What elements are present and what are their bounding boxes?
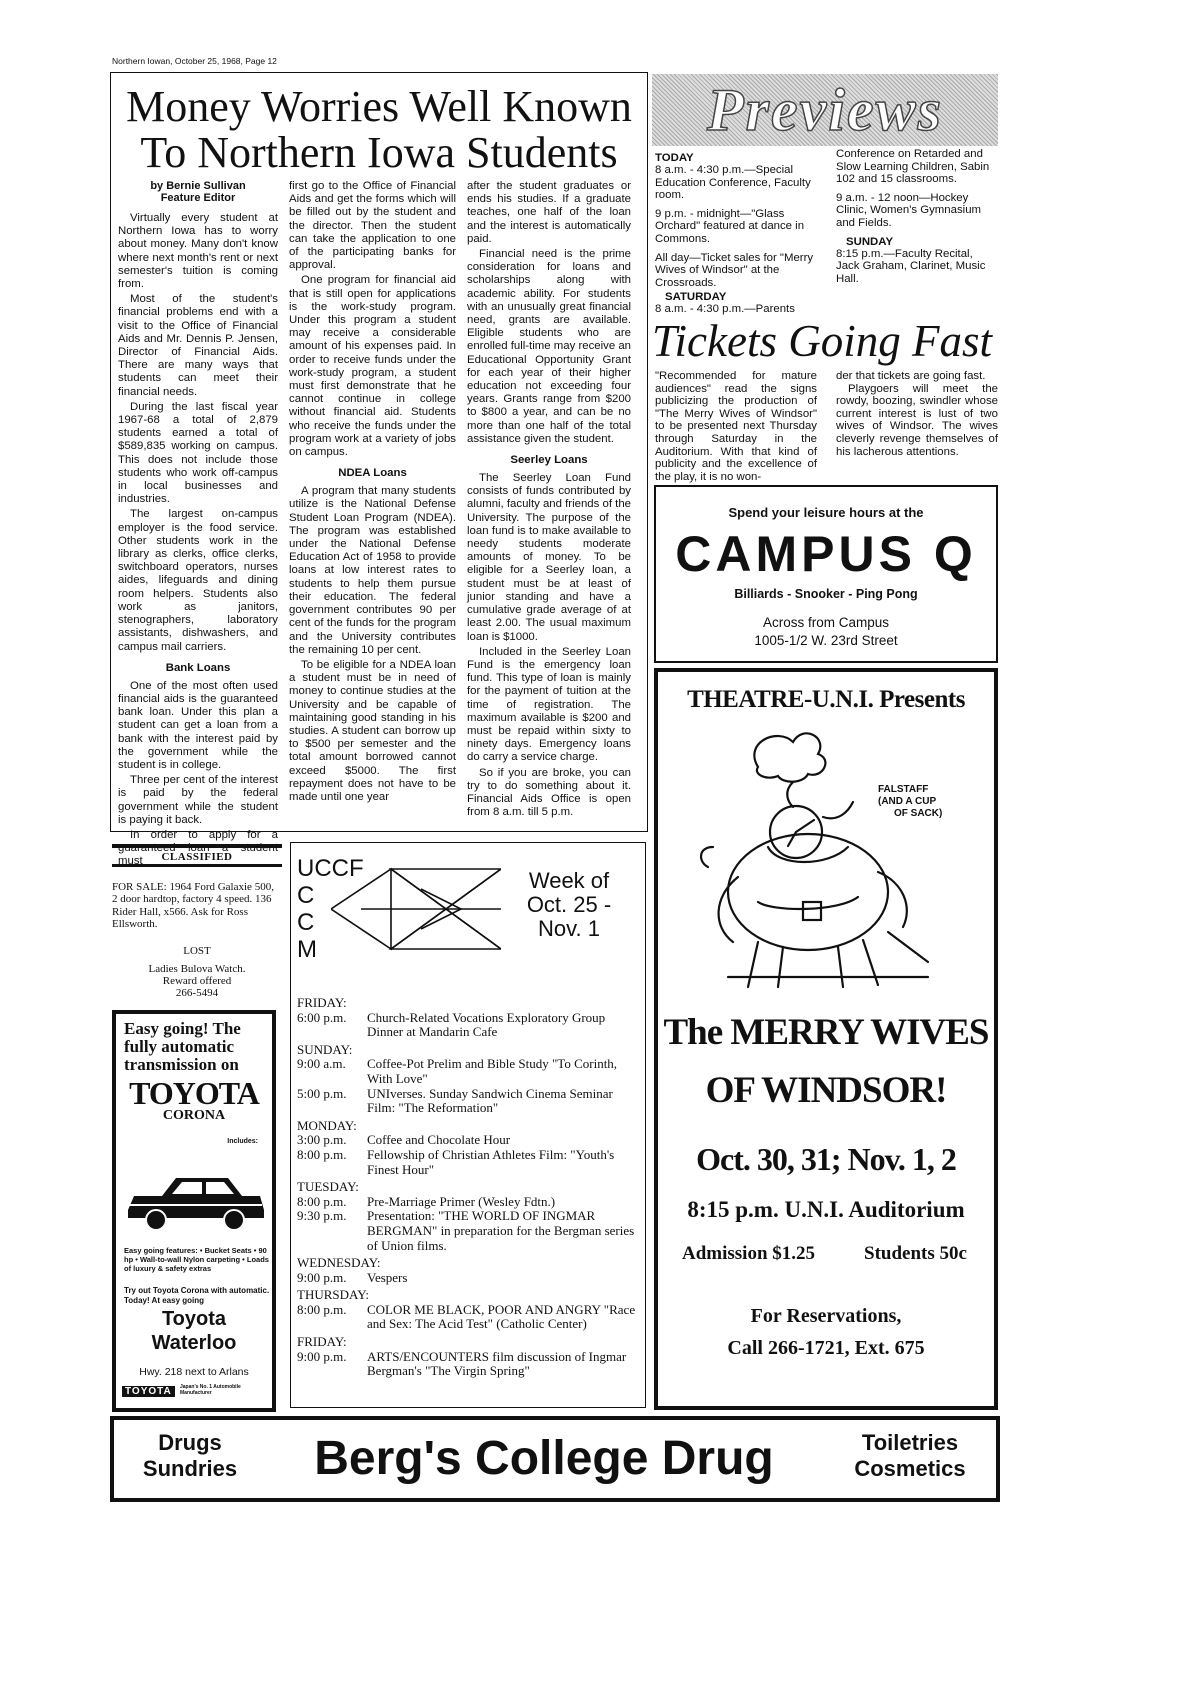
previews-day-head: SATURDAY: [665, 291, 727, 304]
calendar-time: 6:00 p.m.: [297, 1009, 347, 1025]
calendar-item: [297, 1133, 637, 1148]
previews-entry: 8:15 p.m.—Faculty Recital, Jack Graham, Clarinet, Music Hall.: [836, 247, 986, 285]
toyota-model: CORONA: [162, 1108, 226, 1123]
tickets-headline: Tickets Going Fast: [652, 316, 992, 366]
subhead-bank-loans: Bank Loans: [165, 661, 231, 674]
uccf-logo-line-3: C: [297, 909, 315, 936]
toyota-features: Easy going features: • Bucket Seats • 90 hp • Wall-to-wall Nylon carpeting • Loads of luxury & safety extras: [124, 1246, 269, 1273]
bergs-left-1: Drugs: [158, 1430, 222, 1455]
calendar-item: [297, 1271, 637, 1286]
calendar-time: 8:00 p.m.: [297, 1193, 347, 1209]
toyota-try: Try out Toyota Corona with automatic. Today! At easy going: [124, 1286, 270, 1305]
sketch-caption-2: (AND A CUP: [878, 796, 937, 807]
uccf-ad: [290, 842, 646, 1408]
calendar-desc: Church-Related Vocations Exploratory Group Dinner at Mandarin Cafe: [367, 1009, 606, 1040]
calendar-time: 8:00 p.m.: [297, 1146, 347, 1162]
article-column-1: [118, 180, 278, 871]
classified-section: [112, 844, 282, 1000]
lost-line-2: Reward offered: [162, 975, 232, 988]
calendar-desc: Vespers: [367, 1269, 408, 1285]
reservations-line-2: Call 266-1721, Ext. 675: [727, 1337, 925, 1359]
toyota-logo: TOYOTA: [122, 1386, 175, 1397]
paragraph: So if you are broke, you can try to do something about it. Financial Aids Office is open from 8 a.m. till 5 p.m.: [467, 766, 631, 819]
calendar-desc: Pre-Marriage Primer (Wesley Fdtn.): [367, 1193, 556, 1209]
calendar-item: [297, 1057, 637, 1086]
paragraph: Included in the Seerley Loan Fund is the emergency loan fund. This type of loan is mainly for the payment of tuition at the time of registration. The maximum available is $200 and must be repaid within sixty to ninety days. Emergency loans do carry a service charge.: [467, 645, 631, 764]
uccf-week-3: Nov. 1: [538, 916, 600, 941]
calendar-desc: UNIverses. Sunday Sandwich Cinema Seminar Film: "The Reformation": [367, 1085, 613, 1116]
previews-day-head: SUNDAY: [846, 235, 894, 248]
calendar-desc: Coffee-Pot Prelim and Bible Study "To Corinth, With Love": [367, 1056, 618, 1086]
calendar-time: 9:00 p.m.: [297, 1348, 347, 1364]
bergs-name: Berg's College Drug: [314, 1432, 774, 1485]
calendar-time: 3:00 p.m.: [297, 1132, 347, 1148]
bergs-left-text: [130, 1430, 250, 1482]
toyota-includes: Includes:: [227, 1138, 258, 1145]
paragraph: Three per cent of the interest is paid by the federal government while the student is paying it back.: [118, 774, 278, 826]
calendar-item: [297, 1350, 637, 1379]
page-folio: Northern Iowan, October 25, 1968, Page 12: [112, 56, 277, 66]
classified-for-sale: FOR SALE: 1964 Ford Galaxie 500, 2 door hardtop, factory 4 speed. 136 Rider Hall, x566. Ask for Ross Ellsworth.: [112, 881, 274, 931]
toyota-dealer-1: Toyota: [161, 1308, 227, 1330]
tickets-paragraph: "Recommended for mature audiences" read the signs publicizing the production of "The Merry Wives of Windsor" to be presented next Thursday through Saturday in the Auditorium. With that kind of publicity and the excellence of the play, it is no won-: [655, 370, 817, 483]
paragraph: The Seerley Loan Fund consists of funds contributed by alumni, faculty and friends of the University. The purpose of the loan fund is to make available to needy students moderate amounts of money. To be eligible for a Seerley loan, a student must be at least of junior standing and have a cumulative grade average of at least 2.00. The usual maximum loan is $1000.: [467, 472, 631, 643]
bergs-right-text: [830, 1430, 990, 1482]
paragraph: During the last fiscal year 1967-68 a total of 2,879 students earned a total of $589,835 working on campus. This does not include those students who work off-campus in local businesses and industries.: [118, 400, 278, 506]
campus-q-name: CAMPUS Q: [675, 526, 977, 582]
calendar-desc: Fellowship of Christian Athletes Film: "Youth's Finest Hour": [367, 1146, 615, 1177]
bergs-ad: [110, 1416, 1000, 1502]
calendar-time: 9:00 a.m.: [297, 1056, 346, 1072]
calendar-item: [297, 1011, 637, 1040]
classified-header: CLASSIFIED: [161, 851, 233, 863]
calendar-item: [297, 1209, 637, 1253]
previews-entry: All day—Ticket sales for "Merry Wives of Windsor" at the Crossroads.: [655, 251, 814, 289]
theatre-presents: THEATRE-U.N.I. Presents: [687, 686, 965, 713]
toyota-lead: [124, 1020, 241, 1074]
headline-line-1: Money Worries Well Known: [126, 82, 632, 131]
byline: by Bernie Sullivan: [150, 180, 246, 192]
uccf-week-1: Week of: [528, 868, 610, 893]
calendar-day: FRIDAY:: [297, 995, 347, 1010]
uccf-logo-line-1: UCCF: [297, 855, 364, 882]
paragraph: Most of the student's financial problems end with a visit to the Office of Financial Aids and Mr. Dennis P. Jensen, Director of Financial Aids. There are many ways that students can meet their financial needs.: [118, 293, 278, 398]
paragraph: after the student graduates or ends his studies. If a graduate teaches, one half of the loan and the interest is automatically paid.: [467, 180, 631, 245]
previews-column-2: [836, 148, 998, 291]
bergs-right-1: Toiletries: [861, 1430, 959, 1455]
reservations-line-1: For Reservations,: [750, 1305, 902, 1327]
subhead-seerley-loans: Seerley Loans: [510, 454, 588, 467]
play-admission: Admission $1.25: [682, 1243, 816, 1264]
toyota-lead-1: Easy going! The: [124, 1019, 241, 1038]
article-column-2: [289, 180, 456, 806]
paragraph: One of the most often used financial aids is the guaranteed bank loan. Under this plan a student can get a loan from a bank with the interest paid by the government while the student is in college.: [118, 679, 278, 771]
byline-title: Feature Editor: [160, 192, 236, 204]
paragraph: first go to the Office of Financial Aids and get the forms which will be filled out by the student and the director. Then the student can take the application to one of the participating banks for approval.: [289, 180, 456, 272]
previews-banner: [652, 74, 998, 146]
falstaff-sketch-icon: [688, 722, 968, 992]
classified-lost-text: [112, 963, 282, 1000]
toyota-tagline: Japan's No. 1 Automobile Manufacturer: [180, 1384, 241, 1396]
tickets-paragraph: der that tickets are going fast.: [836, 370, 986, 382]
uccf-calendar: [297, 993, 637, 1379]
theatre-ad: [654, 668, 998, 1410]
campus-q-games: Billiards - Snooker - Ping Pong: [734, 587, 918, 601]
paragraph: To be eligible for a NDEA loan a student must be in need of money to continue studies at the University and be capable of maintaining good standing in his studies. A student can borrow up to $500 per semester and the total amount borrowed cannot exceed $5000. The first repayment does not have to be made until one year: [289, 658, 456, 803]
uccf-logo-line-4: M: [297, 936, 317, 963]
tickets-column-1: [655, 370, 817, 489]
toyota-ad: [112, 1010, 276, 1412]
previews-day-head: TODAY: [655, 152, 694, 164]
toyota-brand: TOYOTA: [129, 1075, 259, 1111]
paragraph: One program for financial aid that is still open for applications is the work-study program. Under this program a student may receive a considerable amount of his expenses paid. In order to receive funds under the work-study program, a student must first demonstrate that he cannot continue in college without financial aid. Students who receive the funds under the program work at a variety of jobs on campus.: [289, 274, 456, 459]
calendar-day: MONDAY:: [297, 1117, 357, 1133]
toyota-car-icon: [120, 1164, 270, 1236]
tickets-paragraph: Playgoers will meet the rowdy, boozing, swindler whose current interest is lust of two wives of Windsor. The wives cleverly revenge themselves of his lacherous attentions.: [836, 382, 998, 458]
previews-entry: 9 p.m. - midnight—"Glass Orchard" featured at dance in Commons.: [655, 207, 805, 245]
calendar-day: SUNDAY:: [297, 1041, 353, 1057]
paragraph: In order to apply for a guaranteed loan a student must: [118, 828, 278, 868]
paragraph: Virtually every student at Northern Iowa has to worry about money. Many don't know where next month's rent or next semester's tuition is coming from.: [118, 212, 278, 291]
campus-q-ad: [654, 485, 998, 663]
uccf-logo-line-2: C: [297, 882, 315, 909]
toyota-lead-2: fully automatic: [124, 1037, 235, 1056]
lost-line-3: 266-5494: [175, 987, 219, 1000]
calendar-item: [297, 1087, 637, 1116]
sketch-caption-1: FALSTAFF: [878, 784, 929, 795]
calendar-desc: Coffee and Chocolate Hour: [367, 1132, 511, 1148]
calendar-day: WEDNESDAY:: [297, 1255, 381, 1271]
previews-entry: Conference on Retarded and Slow Learning Children, Sabin 102 and 15 classrooms.: [836, 148, 990, 186]
subhead-ndea-loans: NDEA Loans: [338, 467, 407, 480]
calendar-time: 9:30 p.m.: [297, 1208, 347, 1224]
uccf-week-2: Oct. 25 -: [526, 892, 612, 917]
paragraph: Financial need is the prime consideration for loans and scholarships along with academic ability. For students with an unusually great financial need, grants are available. Eligible students who are enrolled full-time may receive an Educational Opportunity Grant for each year of their higher education not exceeding four years. Grants range from $200 to $800 a year, and can be no more than one half of the total assistance given the student.: [467, 248, 631, 445]
campus-q-lead: Spend your leisure hours at the: [728, 505, 924, 520]
previews-entry: 8 a.m. - 4:30 p.m.—Special Education Conference, Faculty room.: [655, 164, 811, 202]
campus-q-location-2: 1005-1/2 W. 23rd Street: [754, 633, 898, 648]
paragraph: The largest on-campus employer is the food service. Other students work in the library as clerks, office clerks, switchboard operators, nurses aides, lifeguards and dining room helpers. Students also work as janitors, stenographers, laboratory assistants, dishwashers, and campus mail carriers.: [118, 508, 278, 653]
tickets-column-2: [836, 370, 998, 464]
bergs-left-2: Sundries: [142, 1456, 238, 1481]
toyota-dealer-2: Waterloo: [151, 1332, 237, 1354]
classified-lost-head: LOST: [183, 944, 211, 957]
previews-column-1: [655, 148, 817, 322]
play-students-price: Students 50c: [864, 1243, 967, 1264]
paragraph: A program that many students utilize is the National Defense Student Loan Program (NDEA). The program was established under the National Defense Education Act of 1958 to provide loans at low interest rates to students to help them pursue their education. The federal government contributes 90 per cent of the funds for the program and the University contributes the remaining 10 per cent.: [289, 485, 456, 656]
play-time: 8:15 p.m. U.N.I. Auditorium: [687, 1197, 965, 1222]
classified-header-bar: [112, 844, 282, 867]
sketch-caption-3: OF SACK): [894, 808, 943, 819]
play-title-2: OF WINDSOR!: [705, 1070, 947, 1111]
play-title-1: The MERRY WIVES: [663, 1012, 989, 1053]
calendar-item: [297, 1303, 637, 1332]
calendar-day: THURSDAY:: [297, 1287, 370, 1303]
calendar-item: [297, 1148, 637, 1177]
calendar-item: [297, 1195, 637, 1210]
calendar-time: 8:00 p.m.: [297, 1301, 347, 1317]
article-headline: [112, 84, 646, 176]
calendar-day: FRIDAY:: [297, 1334, 347, 1350]
calendar-desc: COLOR ME BLACK, POOR AND ANGRY "Race and Sex: The Acid Test" (Catholic Center): [367, 1301, 636, 1332]
campus-q-location-1: Across from Campus: [762, 615, 890, 630]
calendar-time: 5:00 p.m.: [297, 1085, 347, 1101]
calendar-time: 9:00 p.m.: [297, 1269, 347, 1285]
uccf-week: [509, 869, 629, 941]
calendar-desc: ARTS/ENCOUNTERS film discussion of Ingmar Bergman's "The Virgin Spring": [367, 1348, 627, 1379]
uccf-logo-text: [297, 855, 364, 963]
sketch-caption: [878, 784, 942, 820]
article-column-3: [467, 180, 631, 821]
calendar-day: TUESDAY:: [297, 1179, 359, 1195]
calendar-desc: Presentation: "THE WORLD OF INGMAR BERGMAN" in preparation for the Bergman series of Union films.: [367, 1208, 635, 1253]
previews-title: Previews: [707, 77, 943, 143]
previews-entry: 9 a.m. - 12 noon—Hockey Clinic, Women's Gymnasium and Fields.: [836, 191, 982, 229]
lost-line-1: Ladies Bulova Watch.: [148, 962, 246, 975]
toyota-lead-3: transmission on: [124, 1055, 239, 1074]
play-dates: Oct. 30, 31; Nov. 1, 2: [696, 1141, 956, 1177]
headline-line-2: To Northern Iowa Students: [140, 128, 618, 177]
previews-entry: 8 a.m. - 4:30 p.m.—Parents: [655, 303, 795, 316]
toyota-address: Hwy. 218 next to Arlans: [139, 1366, 249, 1378]
bergs-right-2: Cosmetics: [854, 1456, 966, 1481]
